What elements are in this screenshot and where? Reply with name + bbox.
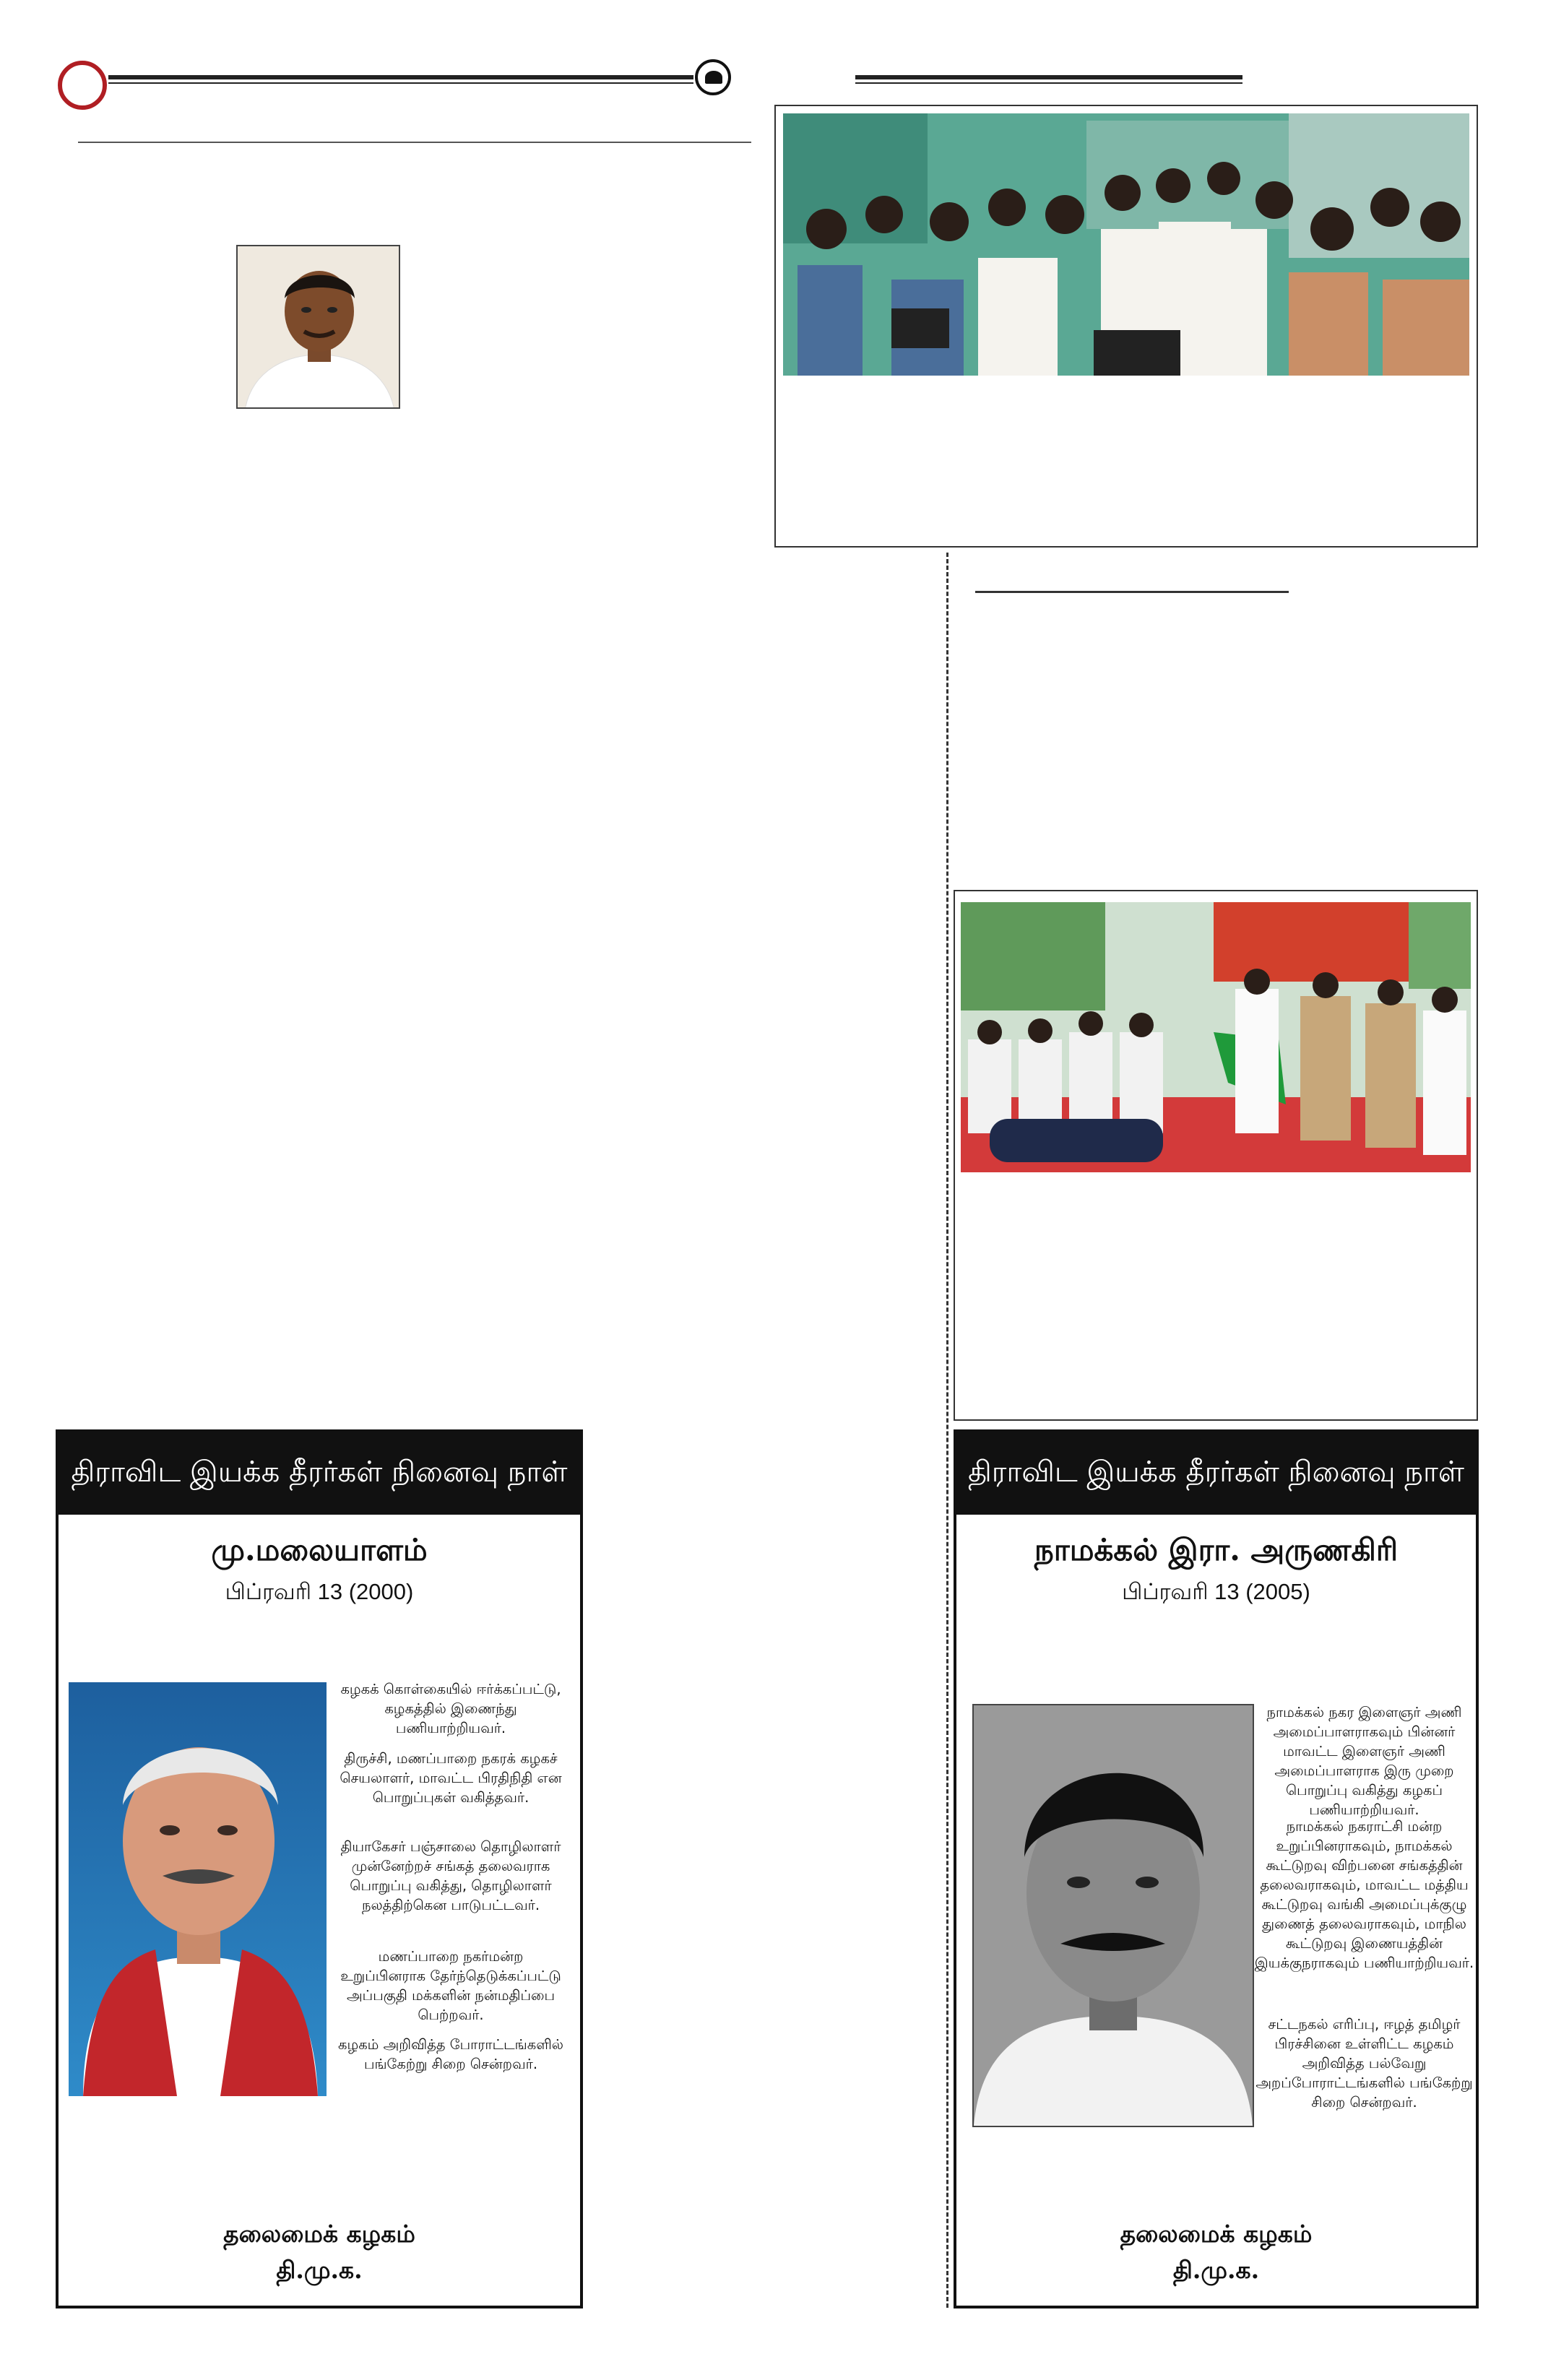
article-divider [78,142,751,143]
flag-off-event-photo [961,902,1471,1172]
crowd-meeting-photo [783,113,1469,376]
right-column-rule-thin [855,82,1242,84]
memorial-header: திராவிட இயக்க தீரர்கள் நினைவு நாள் [956,1432,1476,1515]
memorial-paragraph: நாமக்கல் நகர இளைஞர் அணி அமைப்பாளராகவும் பின்னர் மாவட்ட இளைஞர் அணி அமைப்பாளராக இரு முறை பொறுப்பு வகித்து கழகப் பணியாற்றியவர். [1266,1704,1462,1818]
right-column-rule [855,75,1242,79]
memorial-paragraph: கழகம் அறிவித்த போராட்டங்களில் பங்கேற்று சிறை சென்றவர். [338,2036,563,2072]
memorial-paragraph: கழகக் கொள்கையில் ஈர்க்கப்பட்டு, கழகத்தில் இணைந்து பணியாற்றியவர். [340,1681,561,1736]
masthead-rule [108,75,693,79]
memorial-portrait [69,1682,327,2096]
memorial-notice-malayalam [56,1429,583,2308]
portrait-photo [236,245,400,409]
memorial-paragraph: நாமக்கல் நகராட்சி மன்ற உறுப்பினராகவும், நாமக்கல் கூட்டுறவு விற்பனை சங்கத்தின் தலைவராகவும், மாவட்ட மத்திய கூட்டுறவு வங்கி அமைப்புக்குழு துணைத் தலைவராகவும், மாநில கூட்டுறவு இணையத்தின் இயக்குநராகவும் பணியாற்றியவர். [1254,1818,1474,1971]
memorial-header: திராவிட இயக்க தீரர்கள் நினைவு நாள் [59,1432,580,1515]
rising-sun-icon [695,59,731,95]
masthead-rule-thin [108,82,693,84]
memorial-footer-org: தலைமைக் கழகம் [223,2220,415,2248]
masthead-logo-circle [58,61,107,110]
memorial-footer-party: தி.மு.க. [276,2256,363,2284]
memorial-footer-party: தி.மு.க. [1172,2256,1260,2284]
memorial-footer-org: தலைமைக் கழகம் [1120,2220,1313,2248]
memorial-portrait [972,1704,1254,2127]
memorial-date: பிப்ரவரி 13 (2005) [1122,1579,1310,1604]
memorial-notice-arunagiri [954,1429,1479,2308]
memorial-name: மு.மலையாளம் [211,1532,428,1567]
column-divider [946,553,948,2308]
memorial-paragraph: திருச்சி, மணப்பாறை நகரக் கழகச் செயலாளர், மாவட்ட பிரதிநிதி என பொறுப்புகள் வகித்தவர். [340,1750,562,1806]
section-rule [975,591,1289,593]
memorial-name: நாமக்கல் இரா. அருணகிரி [1034,1532,1399,1567]
memorial-paragraph: தியாகேசர் பஞ்சாலை தொழிலாளர் முன்னேற்றச் சங்கத் தலைவராக பொறுப்பு வகித்து, தொழிலாளர் நலத்திற்கென பாடுபட்டவர். [340,1838,561,1913]
memorial-paragraph: மணப்பாறை நகர்மன்ற உறுப்பினராக தேர்ந்தெடுக்கப்பட்டு அப்பகுதி மக்களின் நன்மதிப்பை பெற்றவர். [340,1948,561,2023]
memorial-paragraph: சட்டநகல் எரிப்பு, ஈழத் தமிழர் பிரச்சினை உள்ளிட்ட கழகம் அறிவித்த பல்வேறு அறப்போராட்டங்களில் பங்கேற்று சிறை சென்றவர். [1255,2016,1473,2111]
memorial-date: பிப்ரவரி 13 (2000) [225,1579,414,1604]
